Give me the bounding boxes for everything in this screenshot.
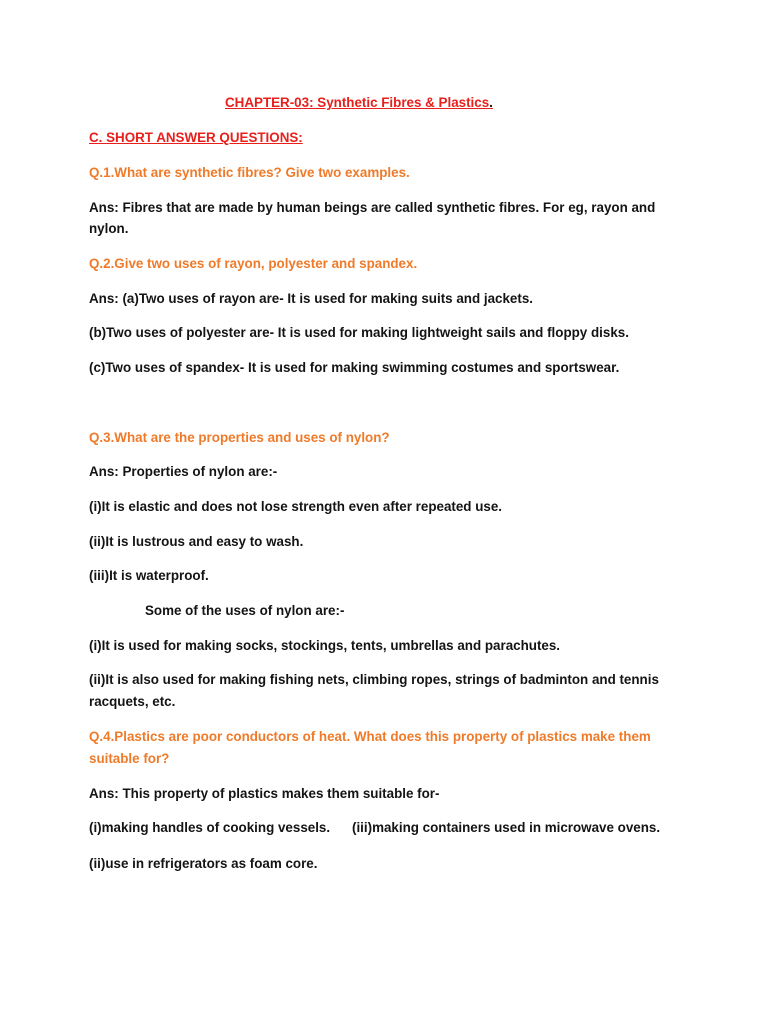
chapter-title-text: CHAPTER-03: Synthetic Fibres & Plastics	[225, 95, 490, 110]
answer-1-line-2: nylon.	[89, 221, 129, 236]
answer-4-item-ii: (ii)use in refrigerators as foam core.	[89, 856, 318, 871]
nylon-use-1: (i)It is used for making socks, stockings, tents, umbrellas and parachutes.	[89, 638, 561, 653]
nylon-property-2: (ii)It is lustrous and easy to wash.	[89, 534, 304, 549]
nylon-property-3: (iii)It is waterproof.	[89, 568, 209, 583]
answer-3-uses-intro: Some of the uses of nylon are:-	[145, 603, 345, 618]
answer-4-intro: Ans: This property of plastics makes them suitable for-	[89, 786, 440, 801]
question-2: Q.2.Give two uses of rayon, polyester and spandex.	[89, 256, 418, 271]
answer-2c: (c)Two uses of spandex- It is used for making swimming costumes and sportswear.	[89, 360, 620, 375]
section-heading: C. SHORT ANSWER QUESTIONS:	[89, 130, 303, 145]
nylon-use-2-line-1: (ii)It is also used for making fishing nets, climbing ropes, strings of badminton and tennis	[89, 672, 659, 687]
question-4-line-2: suitable for?	[89, 751, 170, 766]
question-3: Q.3.What are the properties and uses of nylon?	[89, 430, 390, 445]
answer-2b: (b)Two uses of polyester are- It is used for making lightweight sails and floppy disks.	[89, 325, 629, 340]
answer-4-item-iii: (iii)making containers used in microwave ovens.	[352, 820, 661, 835]
chapter-title	[225, 95, 493, 111]
answer-3-properties-intro: Ans: Properties of nylon are:-	[89, 464, 278, 479]
nylon-use-2-line-2: racquets, etc.	[89, 694, 176, 709]
answer-4-row	[89, 820, 661, 836]
chapter-title-period: .	[489, 95, 493, 110]
answer-1-line-1: Ans: Fibres that are made by human beings are called synthetic fibres. For eg, rayon and	[89, 200, 656, 215]
nylon-property-1: (i)It is elastic and does not lose strength even after repeated use.	[89, 499, 502, 514]
question-1: Q.1.What are synthetic fibres? Give two examples.	[89, 165, 410, 180]
answer-2a: Ans: (a)Two uses of rayon are- It is used for making suits and jackets.	[89, 291, 533, 306]
answer-4-item-i: (i)making handles of cooking vessels.	[89, 820, 331, 835]
question-4-line-1: Q.4.Plastics are poor conductors of heat. What does this property of plastics make them	[89, 729, 651, 744]
